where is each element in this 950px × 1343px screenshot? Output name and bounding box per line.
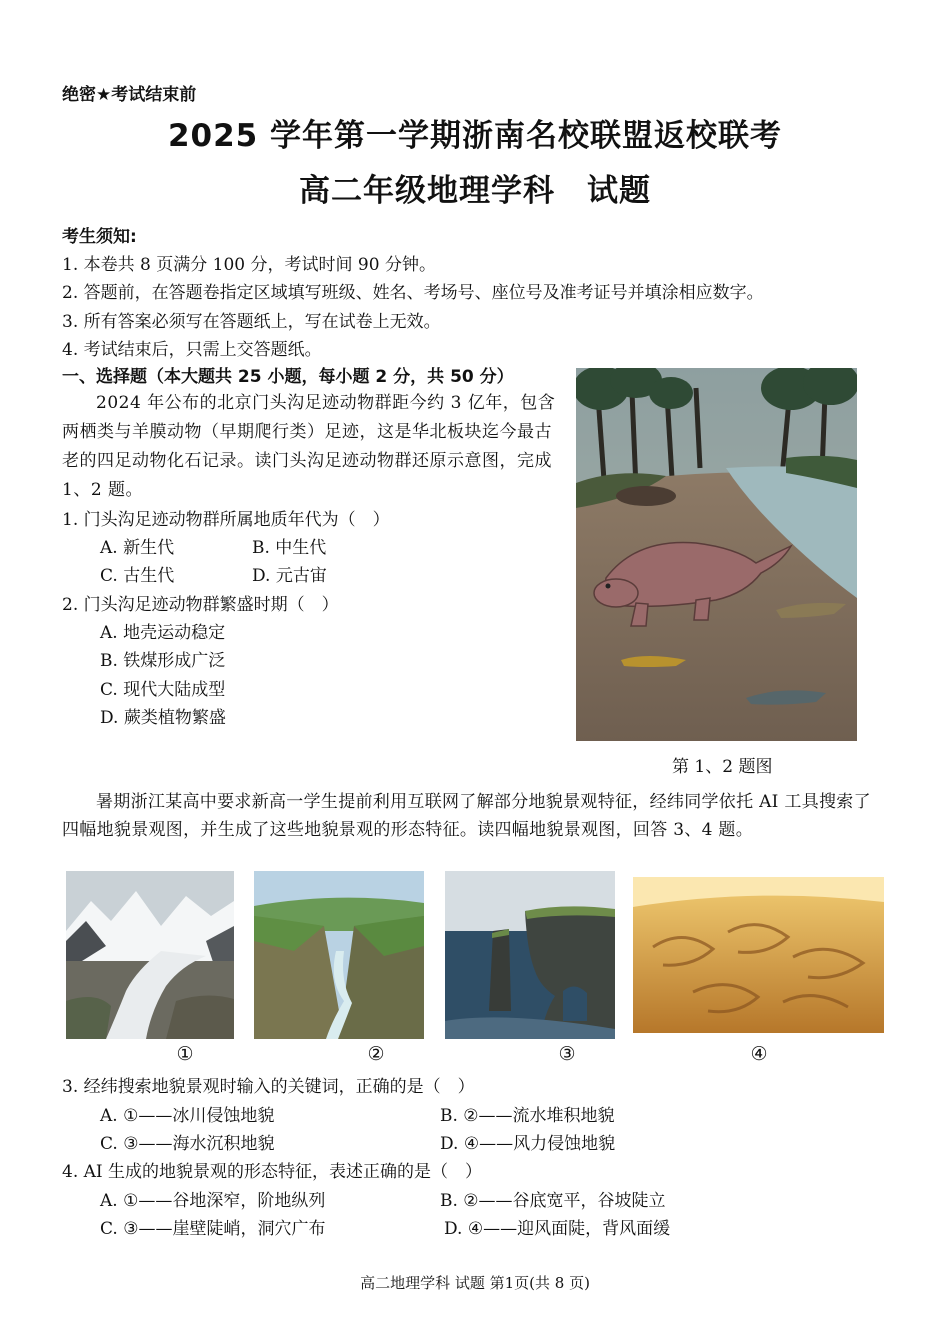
landscape-label-2: ② [367, 1043, 385, 1065]
q4-option-a: A. ①——谷地深窄，阶地纵列 [100, 1191, 326, 1211]
secrecy-label: 绝密★考试结束前 [62, 85, 197, 105]
figure-1-caption: 第 1、2 题图 [672, 757, 773, 777]
section-heading: 一、选择题（本大题共 25 小题，每小题 2 分，共 50 分） [62, 367, 514, 387]
glacier-landscape-image [66, 871, 234, 1039]
landscape-label-4: ④ [750, 1043, 768, 1065]
passage-2: 暑期浙江某高中要求新高一学生提前利用互联网了解部分地貌景观特征，经纬同学依托 AI 工具搜索了四幅地貌景观图，并生成了这些地貌景观的形态特征。读四幅地貌景观图，回答 3、4 题。 [62, 792, 871, 840]
notice-item: 2. 答题前，在答题卷指定区域填写班级、姓名、考场号、座位号及准考证号并填涂相应数字。 [62, 283, 764, 303]
q1-option-c: C. 古生代 [100, 566, 175, 586]
desert-dune-landscape-image [633, 877, 884, 1033]
question-4-stem: 4. AI 生成的地貌景观的形态特征，表述正确的是（ ） [62, 1162, 483, 1182]
q4-option-d: D. ④——迎风面陡，背风面缓 [444, 1219, 671, 1239]
exam-title: 2025 学年第一学期浙南名校联盟返校联考 [167, 118, 783, 154]
notice-item: 4. 考试结束后，只需上交答题纸。 [62, 340, 322, 360]
q3-option-c: C. ③——海水沉积地貌 [100, 1134, 275, 1154]
landscape-label-3: ③ [558, 1043, 576, 1065]
page-footer: 高二地理学科 试题 第1页(共 8 页) [360, 1274, 590, 1292]
q3-option-a: A. ①——冰川侵蚀地貌 [100, 1106, 275, 1126]
q1-option-b: B. 中生代 [252, 538, 327, 558]
q1-option-a: A. 新生代 [100, 538, 175, 558]
fauna-reconstruction-figure [576, 368, 857, 741]
q2-option-d: D. 蕨类植物繁盛 [100, 708, 226, 728]
landscape-label-1: ① [176, 1043, 194, 1065]
q2-option-a: A. 地壳运动稳定 [100, 623, 226, 643]
q1-option-d: D. 元古宙 [252, 566, 327, 586]
q2-option-c: C. 现代大陆成型 [100, 680, 226, 700]
notice-item: 3. 所有答案必须写在答题纸上，写在试卷上无效。 [62, 312, 441, 332]
notice-item: 1. 本卷共 8 页满分 100 分，考试时间 90 分钟。 [62, 255, 436, 275]
passage-1: 2024 年公布的北京门头沟足迹动物群距今约 3 亿年，包含两栖类与羊膜动物（早期爬行类）足迹，这是华北板块迄今最古老的四足动物化石记录。读门头沟足迹动物群还原示意图，完成 1、2 题。 [62, 393, 556, 500]
question-3-stem: 3. 经纬搜索地貌景观时输入的关键词，正确的是（ ） [62, 1077, 475, 1097]
question-1-stem: 1. 门头沟足迹动物群所属地质年代为（ ） [62, 510, 390, 530]
notice-heading: 考生须知: [62, 227, 137, 247]
exam-subtitle: 高二年级地理学科 试题 [299, 173, 651, 209]
q2-option-b: B. 铁煤形成广泛 [100, 651, 226, 671]
q3-option-d: D. ④——风力侵蚀地貌 [440, 1134, 616, 1154]
q4-option-c: C. ③——崖壁陡峭，洞穴广布 [100, 1219, 326, 1239]
q3-option-b: B. ②——流水堆积地貌 [440, 1106, 615, 1126]
question-2-stem: 2. 门头沟足迹动物群繁盛时期（ ） [62, 595, 339, 615]
sea-cliff-landscape-image [445, 871, 615, 1039]
q4-option-b: B. ②——谷底宽平，谷坡陡立 [440, 1191, 666, 1211]
canyon-landscape-image [254, 871, 424, 1039]
